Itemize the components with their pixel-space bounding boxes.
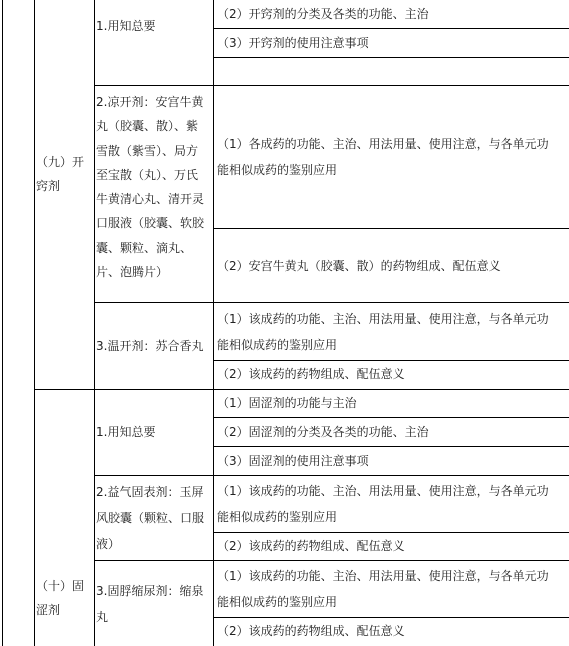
content-item: （2）固涩剂的分类及各类的功能、主治	[217, 425, 429, 439]
subsection-divider	[94, 302, 569, 303]
row-divider	[213, 417, 569, 418]
content-item: （3）固涩剂的使用注意事项	[217, 454, 369, 468]
content-item: （1）该成药的功能、主治、用法用量、使用注意，与各单元功 能相似成药的鉴别应用	[217, 312, 549, 352]
content-item: （2）安宫牛黄丸（胶囊、散）的药物组成、配伍意义	[217, 259, 501, 273]
row-divider	[213, 446, 569, 447]
content-item: （2）该成药的药物组成、配伍意义	[217, 624, 405, 638]
section-divider	[34, 389, 569, 390]
row-divider	[213, 360, 569, 361]
row-divider	[213, 28, 569, 29]
column-divider-category	[34, 0, 35, 646]
content-item: （1）固涩剂的功能与主治	[217, 396, 357, 410]
row-divider	[213, 57, 569, 58]
column-divider-subsection	[94, 0, 95, 646]
content-item: （1）该成药的功能、主治、用法用量、使用注意，与各单元功 能相似成药的鉴别应用	[217, 569, 549, 609]
subsection-divider	[94, 560, 569, 561]
table-border-left	[2, 0, 3, 646]
content-item: （2）该成药的药物组成、配伍意义	[217, 367, 405, 381]
subsection-divider	[94, 475, 569, 476]
subsection-divider	[94, 85, 569, 86]
subsection-title: 2.益气固表剂：玉屏 风胶囊（颗粒、口服 液）	[96, 485, 205, 551]
row-divider	[213, 617, 569, 618]
category-label: （十）固 涩剂	[36, 579, 85, 617]
subsection-title: 3.温开剂：苏合香丸	[96, 339, 204, 353]
category-label: （九）开 窍剂	[36, 155, 85, 193]
column-divider-content	[213, 0, 214, 646]
content-item: （2）开窍剂的分类及各类的功能、主治	[217, 7, 429, 21]
content-item: （3）开窍剂的使用注意事项	[217, 36, 369, 50]
subsection-title: 3.固脬缩尿剂：缩泉 丸	[96, 584, 204, 624]
subsection-title: 1.用知总要	[96, 19, 156, 33]
content-item: （1）各成药的功能、主治、用法用量、使用注意，与各单元功 能相似成药的鉴别应用	[217, 137, 549, 177]
row-divider	[213, 228, 569, 229]
subsection-title: 2.凉开剂：安宫牛黄 丸（胶囊、散）、紫 雪散（紫雪）、局方 至宝散（丸）、万氏 牛黄清心丸、清开灵 口服液（胶囊、软胶 囊、颗粒、滴丸、 片、泡腾片）	[96, 95, 205, 280]
subsection-title: 1.用知总要	[96, 425, 156, 439]
content-item: （1）该成药的功能、主治、用法用量、使用注意，与各单元功 能相似成药的鉴别应用	[217, 484, 549, 524]
row-divider	[213, 532, 569, 533]
content-item: （2）该成药的药物组成、配伍意义	[217, 539, 405, 553]
